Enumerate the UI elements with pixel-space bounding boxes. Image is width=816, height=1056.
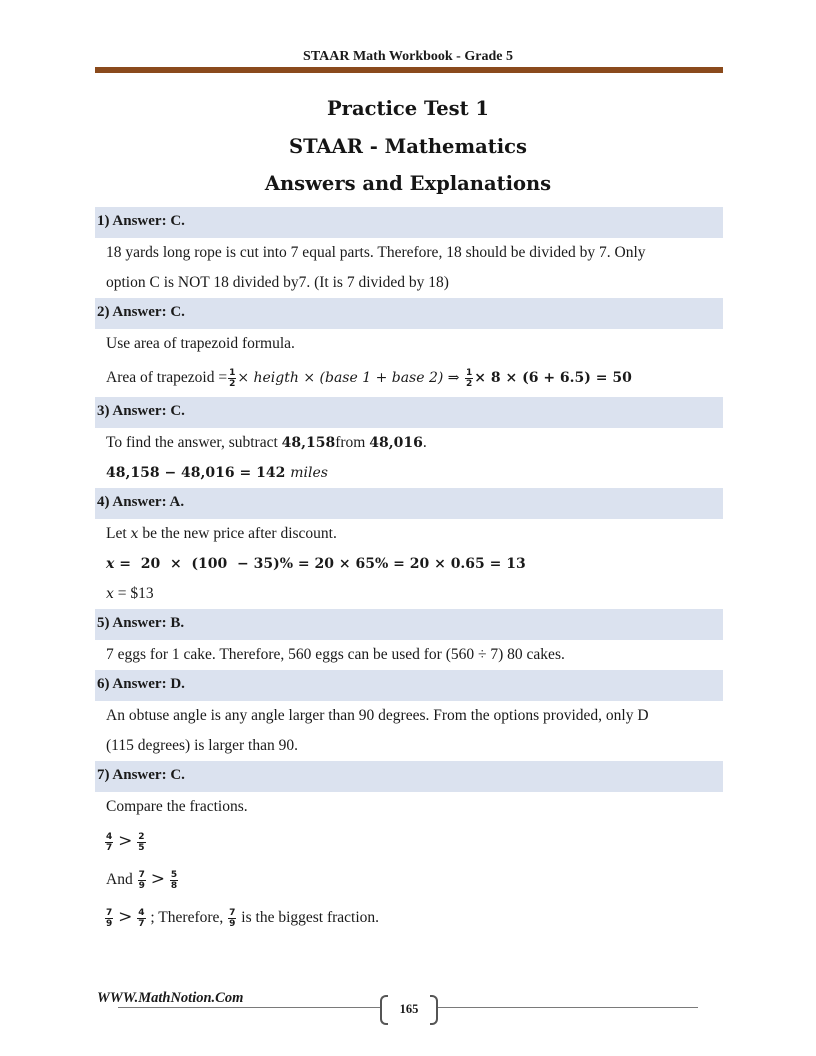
answer-heading-5: 5) Answer: B. — [95, 609, 723, 640]
explanation-line — [95, 519, 723, 549]
denominator: 8 — [170, 880, 178, 891]
formula-line — [95, 359, 723, 397]
numerator: 1 — [229, 367, 236, 378]
answer-heading-1: 1) Answer: C. — [95, 207, 723, 238]
denominator: 7 — [138, 918, 145, 929]
fraction — [137, 908, 145, 929]
text-segment: Let — [106, 525, 131, 542]
title-block — [0, 94, 816, 207]
running-header: STAAR Math Workbook - Grade 5 — [303, 49, 513, 64]
explanation-line: An obtuse angle is any angle larger than 90 degrees. From the options provided, only D — [106, 707, 649, 724]
formula-result: × 8 × (6 + 6.5) = 50 — [474, 370, 632, 386]
variable: x — [106, 556, 115, 572]
explanation-line: option C is NOT 18 divided by7. (It is 7 divided by 18) — [106, 274, 449, 291]
answer-heading-3: 3) Answer: C. — [95, 397, 723, 428]
page-number-box — [380, 995, 438, 1023]
text-segment: To find the answer, subtract — [106, 434, 282, 451]
explanation-line — [95, 428, 723, 458]
denominator: 7 — [106, 842, 113, 853]
answer-heading-2: 2) Answer: C. — [95, 298, 723, 329]
fraction — [228, 368, 236, 389]
numerator: 7 — [106, 907, 113, 918]
equation: = $13 — [113, 585, 154, 602]
comparison-line — [95, 822, 723, 860]
page-title: Practice Test 1 — [327, 97, 489, 120]
fraction — [137, 832, 145, 853]
answers-list — [95, 207, 723, 936]
page-number: 165 — [399, 1002, 419, 1016]
explanation-line: (115 degrees) is larger than 90. — [106, 737, 298, 754]
footer-website: WWW.MathNotion.Com — [97, 990, 244, 1006]
denominator: 9 — [138, 880, 145, 891]
page-subtitle: STAAR - Mathematics — [288, 134, 527, 158]
text-segment: from — [335, 434, 370, 451]
text-segment: be the new price after discount. — [138, 525, 337, 542]
answer-heading-7: 7) Answer: C. — [95, 761, 723, 792]
denominator: 9 — [229, 918, 236, 929]
comparison-operator: > — [118, 907, 133, 927]
fraction — [105, 908, 113, 929]
comparison-line — [95, 860, 723, 898]
denominator: 2 — [465, 378, 473, 389]
answer-heading-6: 6) Answer: D. — [95, 670, 723, 701]
variable: x — [130, 526, 139, 542]
explanation-line: 7 eggs for 1 cake. Therefore, 560 eggs can be used for (560 ÷ 7) 80 cakes. — [106, 646, 565, 663]
number: 48,016 — [369, 435, 423, 451]
equation-line — [95, 458, 723, 488]
right-brace-icon — [430, 995, 438, 1025]
numerator: 7 — [229, 907, 236, 918]
section-title: Answers and Explanations — [264, 172, 552, 195]
text-segment: is the biggest fraction. — [237, 909, 380, 926]
number: 48,158 — [281, 435, 336, 451]
comparison-operator: > — [150, 869, 165, 889]
denominator: 2 — [229, 378, 236, 389]
fraction — [138, 870, 146, 891]
explanation-line: 18 yards long rope is cut into 7 equal parts. Therefore, 18 should be divided by 7. Only — [106, 244, 646, 261]
explanation-line: Use area of trapezoid formula. — [106, 335, 295, 352]
denominator: 5 — [138, 842, 145, 853]
answer-heading-4: 4) Answer: A. — [95, 488, 723, 519]
fraction — [170, 870, 178, 891]
explanation-line: Compare the fractions. — [106, 798, 248, 815]
unit: miles — [290, 465, 328, 481]
numerator: 4 — [138, 907, 145, 918]
numerator: 2 — [138, 831, 145, 842]
text-segment: And — [106, 871, 137, 888]
equation: = 20 × (100 − 35)% = 20 × 65% = 20 × 0.65 = 13 — [114, 556, 526, 572]
left-brace-icon — [380, 995, 388, 1025]
equation-line — [95, 549, 723, 579]
denominator: 9 — [106, 918, 113, 929]
equation: 48,158 − 48,016 = 142 — [106, 465, 291, 481]
text-segment: ; Therefore, — [146, 909, 228, 926]
equation-line — [95, 579, 723, 609]
comparison-line — [95, 898, 723, 936]
comparison-operator: > — [118, 831, 133, 851]
fraction — [105, 832, 113, 853]
formula-label: Area of trapezoid = — [106, 369, 228, 386]
formula-text: × heigth × (base 1 + base 2) ⇒ — [237, 370, 464, 386]
header-rule — [95, 67, 723, 73]
text-segment: . — [422, 434, 427, 451]
numerator: 1 — [465, 367, 473, 378]
variable: x — [106, 586, 114, 602]
numerator: 4 — [106, 831, 113, 842]
fraction — [228, 908, 236, 929]
fraction — [465, 368, 473, 389]
numerator: 7 — [138, 869, 145, 880]
numerator: 5 — [170, 869, 178, 880]
